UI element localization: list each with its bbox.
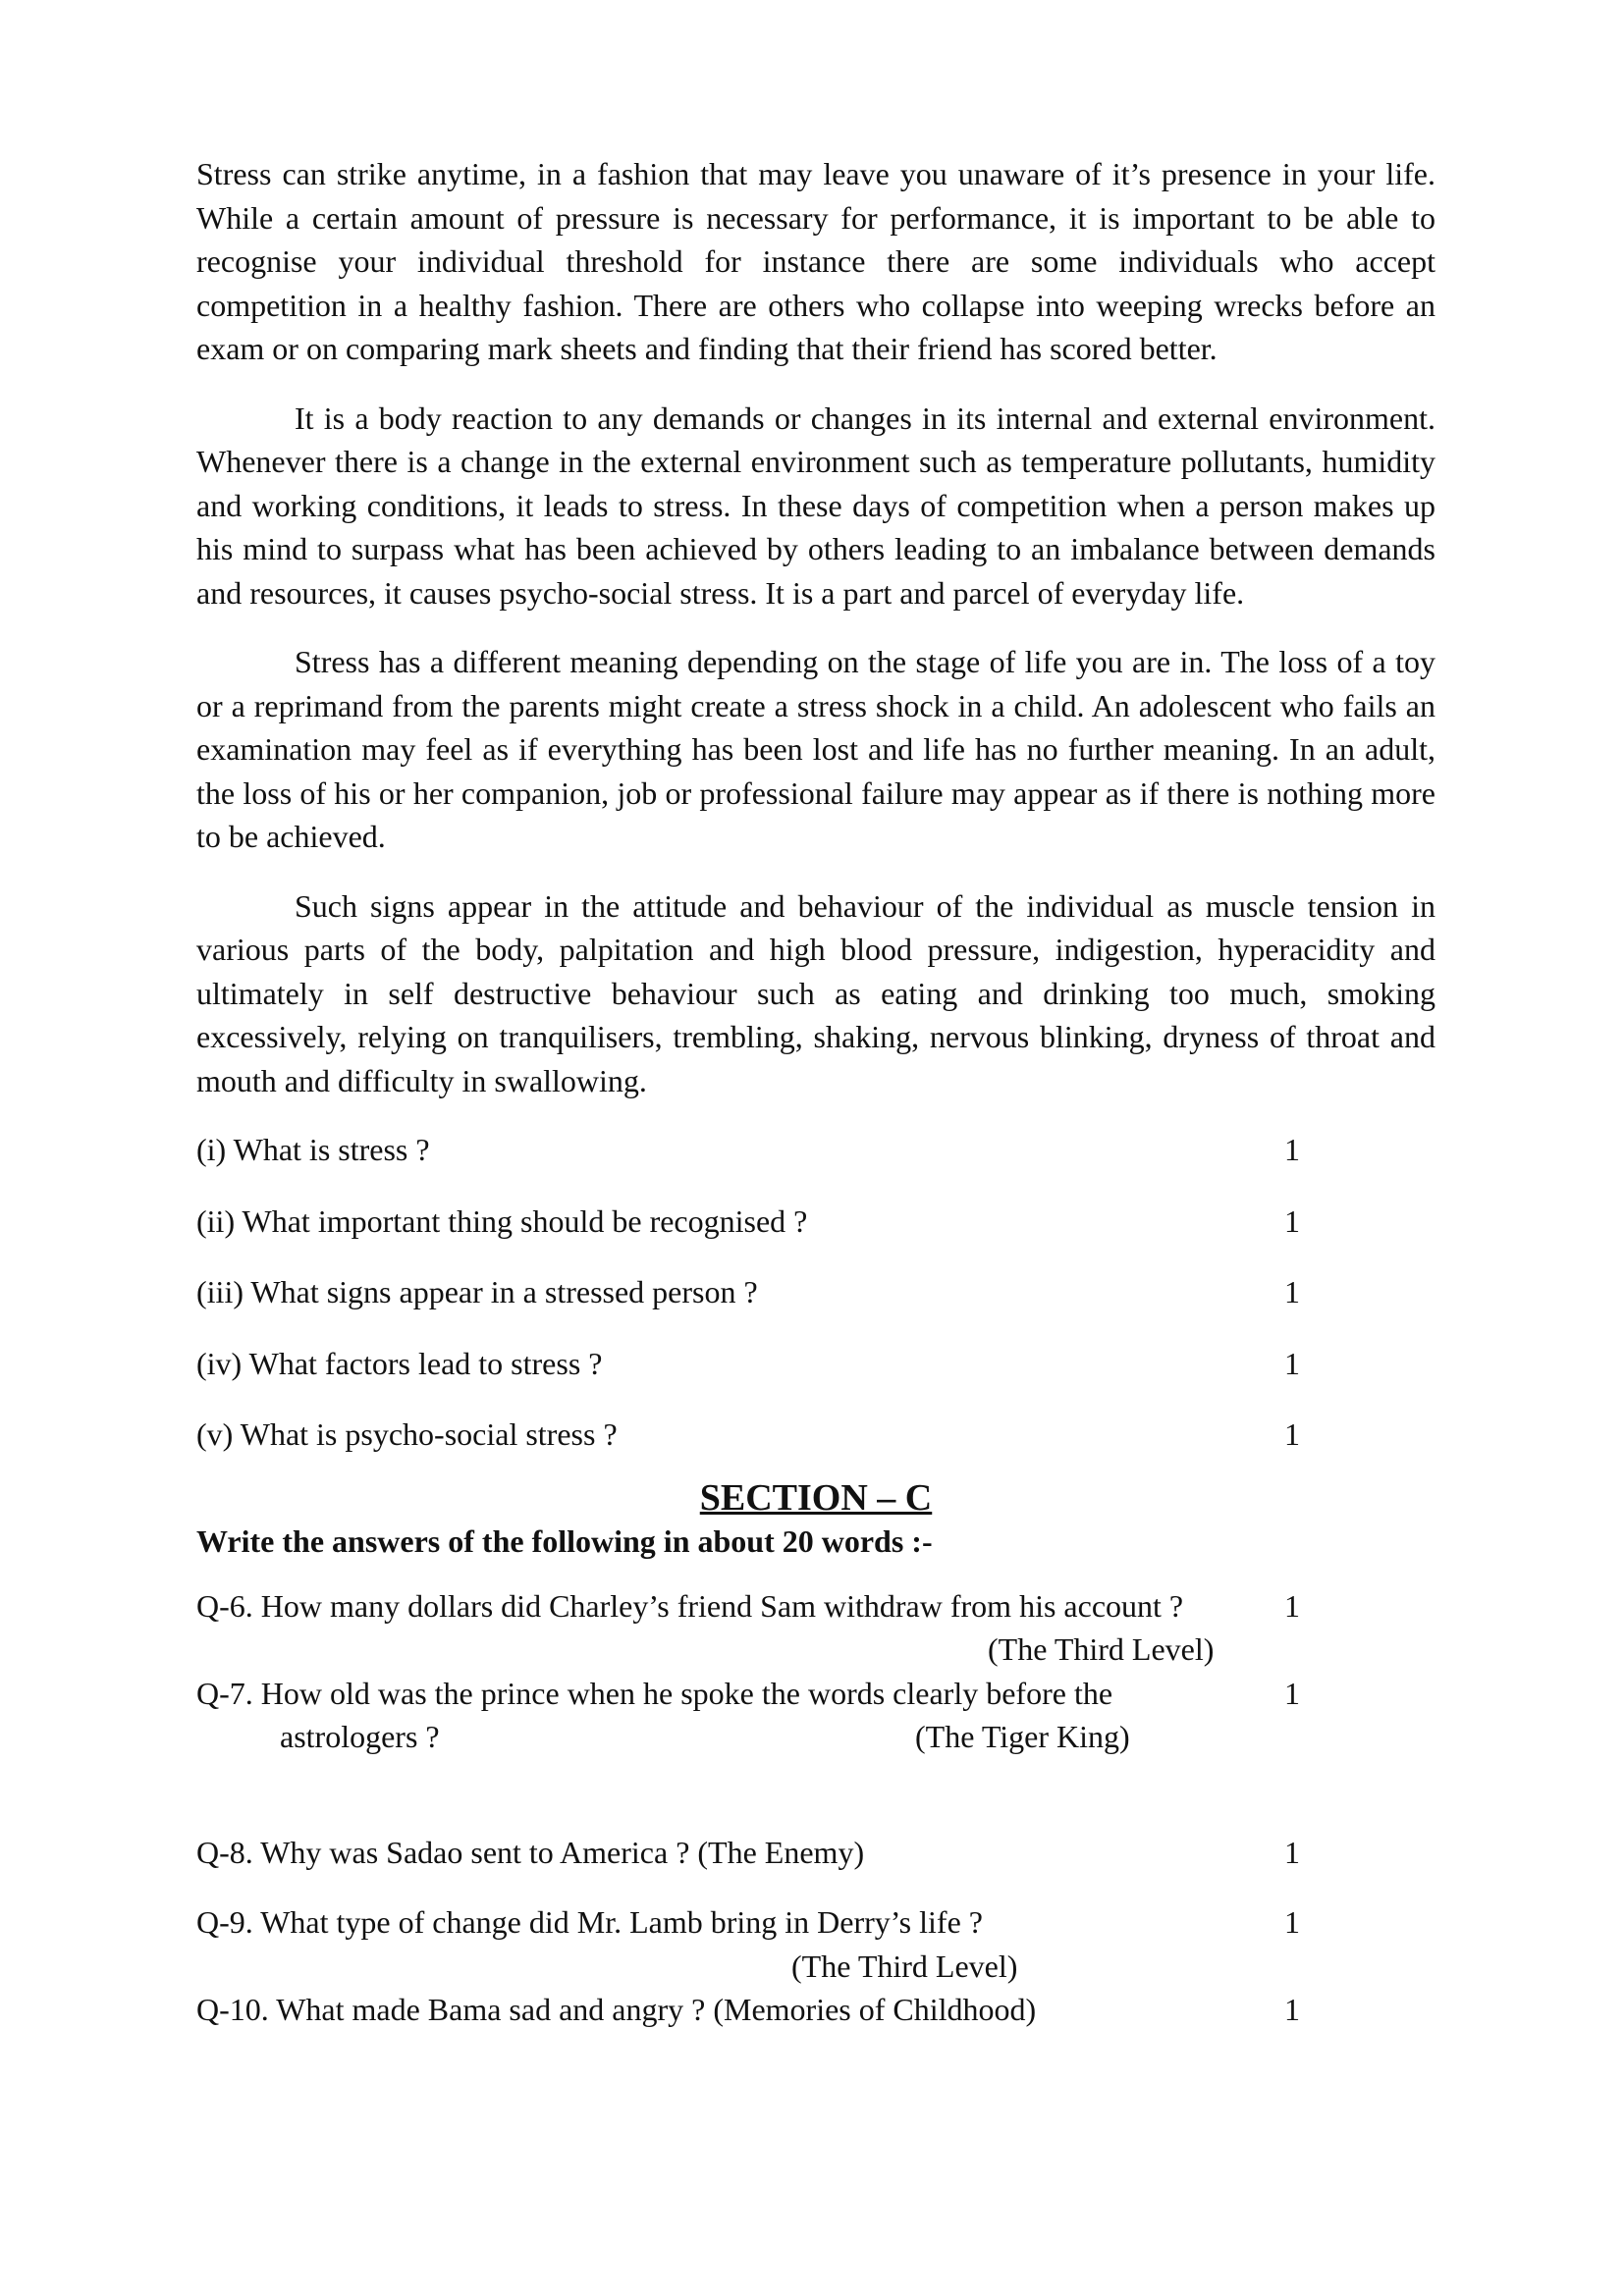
question-i xyxy=(196,1128,1435,1171)
section-instruction: Write the answers of the following in about 20 words :- xyxy=(196,1522,933,1559)
question-text: (v) What is psycho-social stress ? xyxy=(196,1416,618,1452)
passage-paragraph-3: Stress has a different meaning depending on the stage of life you are in. The loss of a toy or a reprimand from the parents might create a stress shock in a child. An adolescent who fails an examination may feel as if everything has been lost and life has no further meaning. In an adult, the loss of his or her companion, job or professional failure may appear as if there is nothing more to be achieved. xyxy=(196,644,1435,854)
question-q8 xyxy=(196,1831,1435,1875)
question-marks: 1 xyxy=(1284,1675,1300,1711)
section-heading: SECTION – C xyxy=(699,1476,933,1519)
question-marks: 1 xyxy=(1284,1202,1300,1239)
question-iv xyxy=(196,1342,1435,1385)
question-source: (The Third Level) xyxy=(988,1631,1215,1667)
question-text: (iii) What signs appear in a stressed person ? xyxy=(196,1274,758,1309)
question-paper-page xyxy=(196,152,1435,2032)
comprehension-questions xyxy=(196,1128,1435,1456)
question-text: Q-10. What made Bama sad and angry ? (Memories of Childhood) xyxy=(196,1992,1037,2027)
question-marks: 1 xyxy=(1284,1274,1300,1309)
question-source: (The Tiger King) xyxy=(915,1719,1130,1754)
question-iii xyxy=(196,1270,1435,1313)
question-q6 xyxy=(196,1584,1435,1672)
passage-paragraph-4: Such signs appear in the attitude and behaviour of the individual as muscle tension in various parts of the body, palpitation and high blood pressure, indigestion, hyperacidity and ultimately in self destructive behaviour such as eating and drinking too much, smoking excessively, relying on tranquilisers, trembling, shaking, nervous blinking, dryness of throat and mouth and difficulty in swallowing. xyxy=(196,887,1435,1098)
question-text: (ii) What important thing should be recognised ? xyxy=(196,1202,808,1239)
question-source: (The Third Level) xyxy=(791,1948,1018,1984)
question-text: (i) What is stress ? xyxy=(196,1132,430,1167)
question-marks: 1 xyxy=(1284,1992,1300,2027)
question-ii xyxy=(196,1200,1435,1243)
question-text-continued: astrologers ? xyxy=(280,1719,440,1754)
question-v xyxy=(196,1413,1435,1456)
question-marks: 1 xyxy=(1284,1834,1300,1870)
question-text: Q-8. Why was Sadao sent to America ? (The Enemy) xyxy=(196,1834,865,1870)
question-q9 xyxy=(196,1900,1435,1988)
passage-paragraph-2: It is a body reaction to any demands or changes in its internal and external environment. Whenever there is a change in the external environment such as temperature pollutants, humidity and working conditions, it leads to stress. In these days of competition when a person makes up his mind to surpass what has been achieved by others leading to an imbalance between demands and resources, it causes psycho-social stress. It is a part and parcel of everyday life. xyxy=(196,400,1435,611)
question-text: Q-7. How old was the prince when he spoke the words clearly before the xyxy=(196,1675,1113,1711)
question-text: Q-6. How many dollars did Charley’s friend Sam withdraw from his account ? xyxy=(196,1587,1184,1624)
question-marks: 1 xyxy=(1284,1132,1300,1167)
passage-paragraph-1: Stress can strike anytime, in a fashion that may leave you unaware of it’s presence in your life. While a certain amount of pressure is necessary for performance, it is important to be able to recognise your individual threshold for instance there are some individuals who accept competition in a healthy fashion. There are others who collapse into weeping wrecks before an exam or on comparing mark sheets and finding that their friend has scored better. xyxy=(196,156,1435,366)
question-text: (iv) What factors lead to stress ? xyxy=(196,1345,603,1381)
question-marks: 1 xyxy=(1284,1416,1300,1452)
question-q7 xyxy=(196,1672,1435,1759)
question-marks: 1 xyxy=(1284,1904,1300,1940)
question-marks: 1 xyxy=(1284,1587,1300,1624)
question-q10 xyxy=(196,1988,1435,2032)
question-text: Q-9. What type of change did Mr. Lamb bring in Derry’s life ? xyxy=(196,1904,983,1940)
question-marks: 1 xyxy=(1284,1345,1300,1381)
